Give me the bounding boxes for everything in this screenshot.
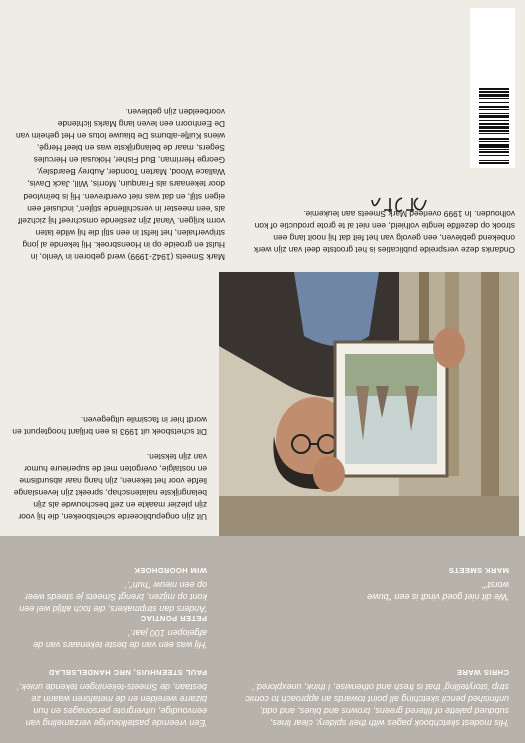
- barcode-bar: [479, 98, 509, 99]
- body-text-column: [12, 402, 207, 523]
- barcode-bar: [479, 138, 509, 140]
- barcode-bar: [479, 134, 509, 137]
- barcode-bar: [479, 86, 509, 88]
- quote-author: CHRIS WARE: [456, 668, 509, 677]
- quote-text: 'Een vreemde pastelkleurige verzameling van eenvoudige, uitvergrote personages en hun bizarre werelden en de metaforen waarin ze bestaan, de Smeets-tekeningen tekende uniek.': [17, 682, 207, 728]
- barcode-bar: [479, 129, 509, 130]
- barcode-bar: [479, 125, 509, 126]
- barcode: [470, 8, 515, 168]
- barcode-bar: [479, 97, 509, 98]
- barcode-bar: [479, 151, 509, 153]
- barcode-bar: [479, 93, 509, 94]
- quote-text: 'We dit niet goed vindt is een "buwe worst"': [367, 580, 509, 602]
- quote-text: 'Anders dan stripmakers, die toch altijd wel een kont op mijzen, brengt Smeets je steeds weer op een nieuw "huh".': [19, 580, 207, 614]
- barcode-bar: [479, 132, 509, 133]
- barcode-bar: [479, 155, 509, 156]
- quote-author: WIM HOORDHOEK: [133, 566, 207, 575]
- barcode-bar: [479, 140, 509, 141]
- quote-card: [239, 666, 509, 729]
- quote-author: MARK SMEETS: [448, 566, 509, 575]
- barcode-bar: [479, 142, 509, 144]
- quote-card: [17, 612, 207, 651]
- body-paragraph: Ondanks deze verspreide publicaties is het grootste deel van zijn werk onbekend gebleven, een gevolg van het feit dat hij nooit lang een strook op dezelfde lengte volhield, een niet al te grote productie of kon volhouden. In 1999 overleed Mark Smeets aan leukemie.: [253, 208, 515, 255]
- barcode-bar: [479, 160, 509, 161]
- barcode-bar: [479, 108, 509, 109]
- barcode-bar: [479, 88, 509, 89]
- body-paragraph: Mark Smeets (1942-1999) werd geboren in Venlo, in Hulst en groeide op in Hoensbroek. Hij tekende al jong stripverhalen, het liefst in een stijl die hij wilde laten vorm krijgen. Vanaf zijn zestiende omschreef hij zichzelf als 'een meester in verschillende stijlen', inclusief een eigen stijl, en dat was niet overdreven. Hij is beïnvloed door tekenaars als Franquin, Morris, Will, Jack Davis, Wallace Wood, Marten Toonder, Aubrey Beardsley, George Herriman, Bud Fisher, Hokusai en Hercules Segers, maar de belangrijkste was en bleef Hergé, wiens Kuifje-albums De blauwe lotus en Het geheim van De Eenhoorn een leven lang Marks lichtende voorbeelden zijn gebleven.: [15, 106, 225, 262]
- barcode-bar: [479, 141, 509, 142]
- quote-author: PETER PONTIAC: [140, 614, 207, 623]
- barcode-bar: [479, 113, 509, 114]
- quote-card: [17, 564, 207, 615]
- author-photo: [219, 272, 519, 536]
- barcode-bar: [479, 109, 509, 110]
- barcode-bar: [479, 149, 509, 150]
- author-photo-illustration: [219, 272, 519, 536]
- barcode-bar: [479, 130, 509, 132]
- barcode-bar: [479, 123, 509, 124]
- barcode-bar: [479, 91, 509, 93]
- barcode-bar: [479, 90, 509, 91]
- barcode-bar: [479, 120, 509, 121]
- barcode-bar: [479, 110, 509, 112]
- quote-text: 'Hij was een van de beste tekenaars van de afgelopen 100 jaar.': [33, 628, 207, 650]
- barcode-bar: [479, 161, 509, 162]
- quote-text: 'His modest sketchbook pages with their spidery, clear lines, subdued palette of filtered greens, browns and blues, and odd, unfinished pencil sketching all point towards an approach to comic strip 'storytelling' that is fresh and otherwise, I think, unexplored.': [245, 682, 509, 728]
- biography-column-right: [15, 94, 225, 263]
- barcode-bar: [479, 118, 509, 120]
- barcode-bar: [479, 153, 509, 155]
- barcode-bar: [479, 148, 509, 149]
- barcode-bar: [479, 156, 509, 159]
- body-paragraph: Dit schetsboek uit 1993 is een briljant hoogtepunt en wordt hier in facsimile uitgegeven.: [12, 415, 207, 438]
- barcode-bar: [479, 94, 509, 97]
- barcode-bar: [479, 126, 509, 129]
- quote-author: PAUL STEENHUIS, NRC HANDELSBLAD: [48, 668, 207, 677]
- barcode-bar: [479, 133, 509, 134]
- barcode-bars: [479, 14, 509, 164]
- barcode-bar: [479, 103, 509, 106]
- publisher-logo-mark: [370, 192, 430, 218]
- barcode-bar: [479, 99, 509, 101]
- barcode-bar: [479, 115, 509, 118]
- barcode-bar: [479, 102, 509, 103]
- barcode-bar: [479, 162, 509, 164]
- barcode-bar: [479, 144, 509, 147]
- body-paragraph: Uit zijn ongepubliceerde schetsboeken, die hij voor zijn plezier maakte en zelf beschouwde als zijn belangrijkste nalatenschap, spreekt zijn levenslange liefde voor het tekenen, zijn hang naar absurdisme en nostalgie, overgoten met de superieure humor van zijn teksten.: [13, 451, 207, 522]
- barcode-bar: [479, 106, 509, 108]
- barcode-bar: [479, 114, 509, 115]
- barcode-bar: [479, 121, 509, 123]
- quote-card: [339, 564, 509, 603]
- publisher-logo: [370, 192, 430, 218]
- barcode-bar: [479, 150, 509, 151]
- quote-card: [17, 666, 207, 729]
